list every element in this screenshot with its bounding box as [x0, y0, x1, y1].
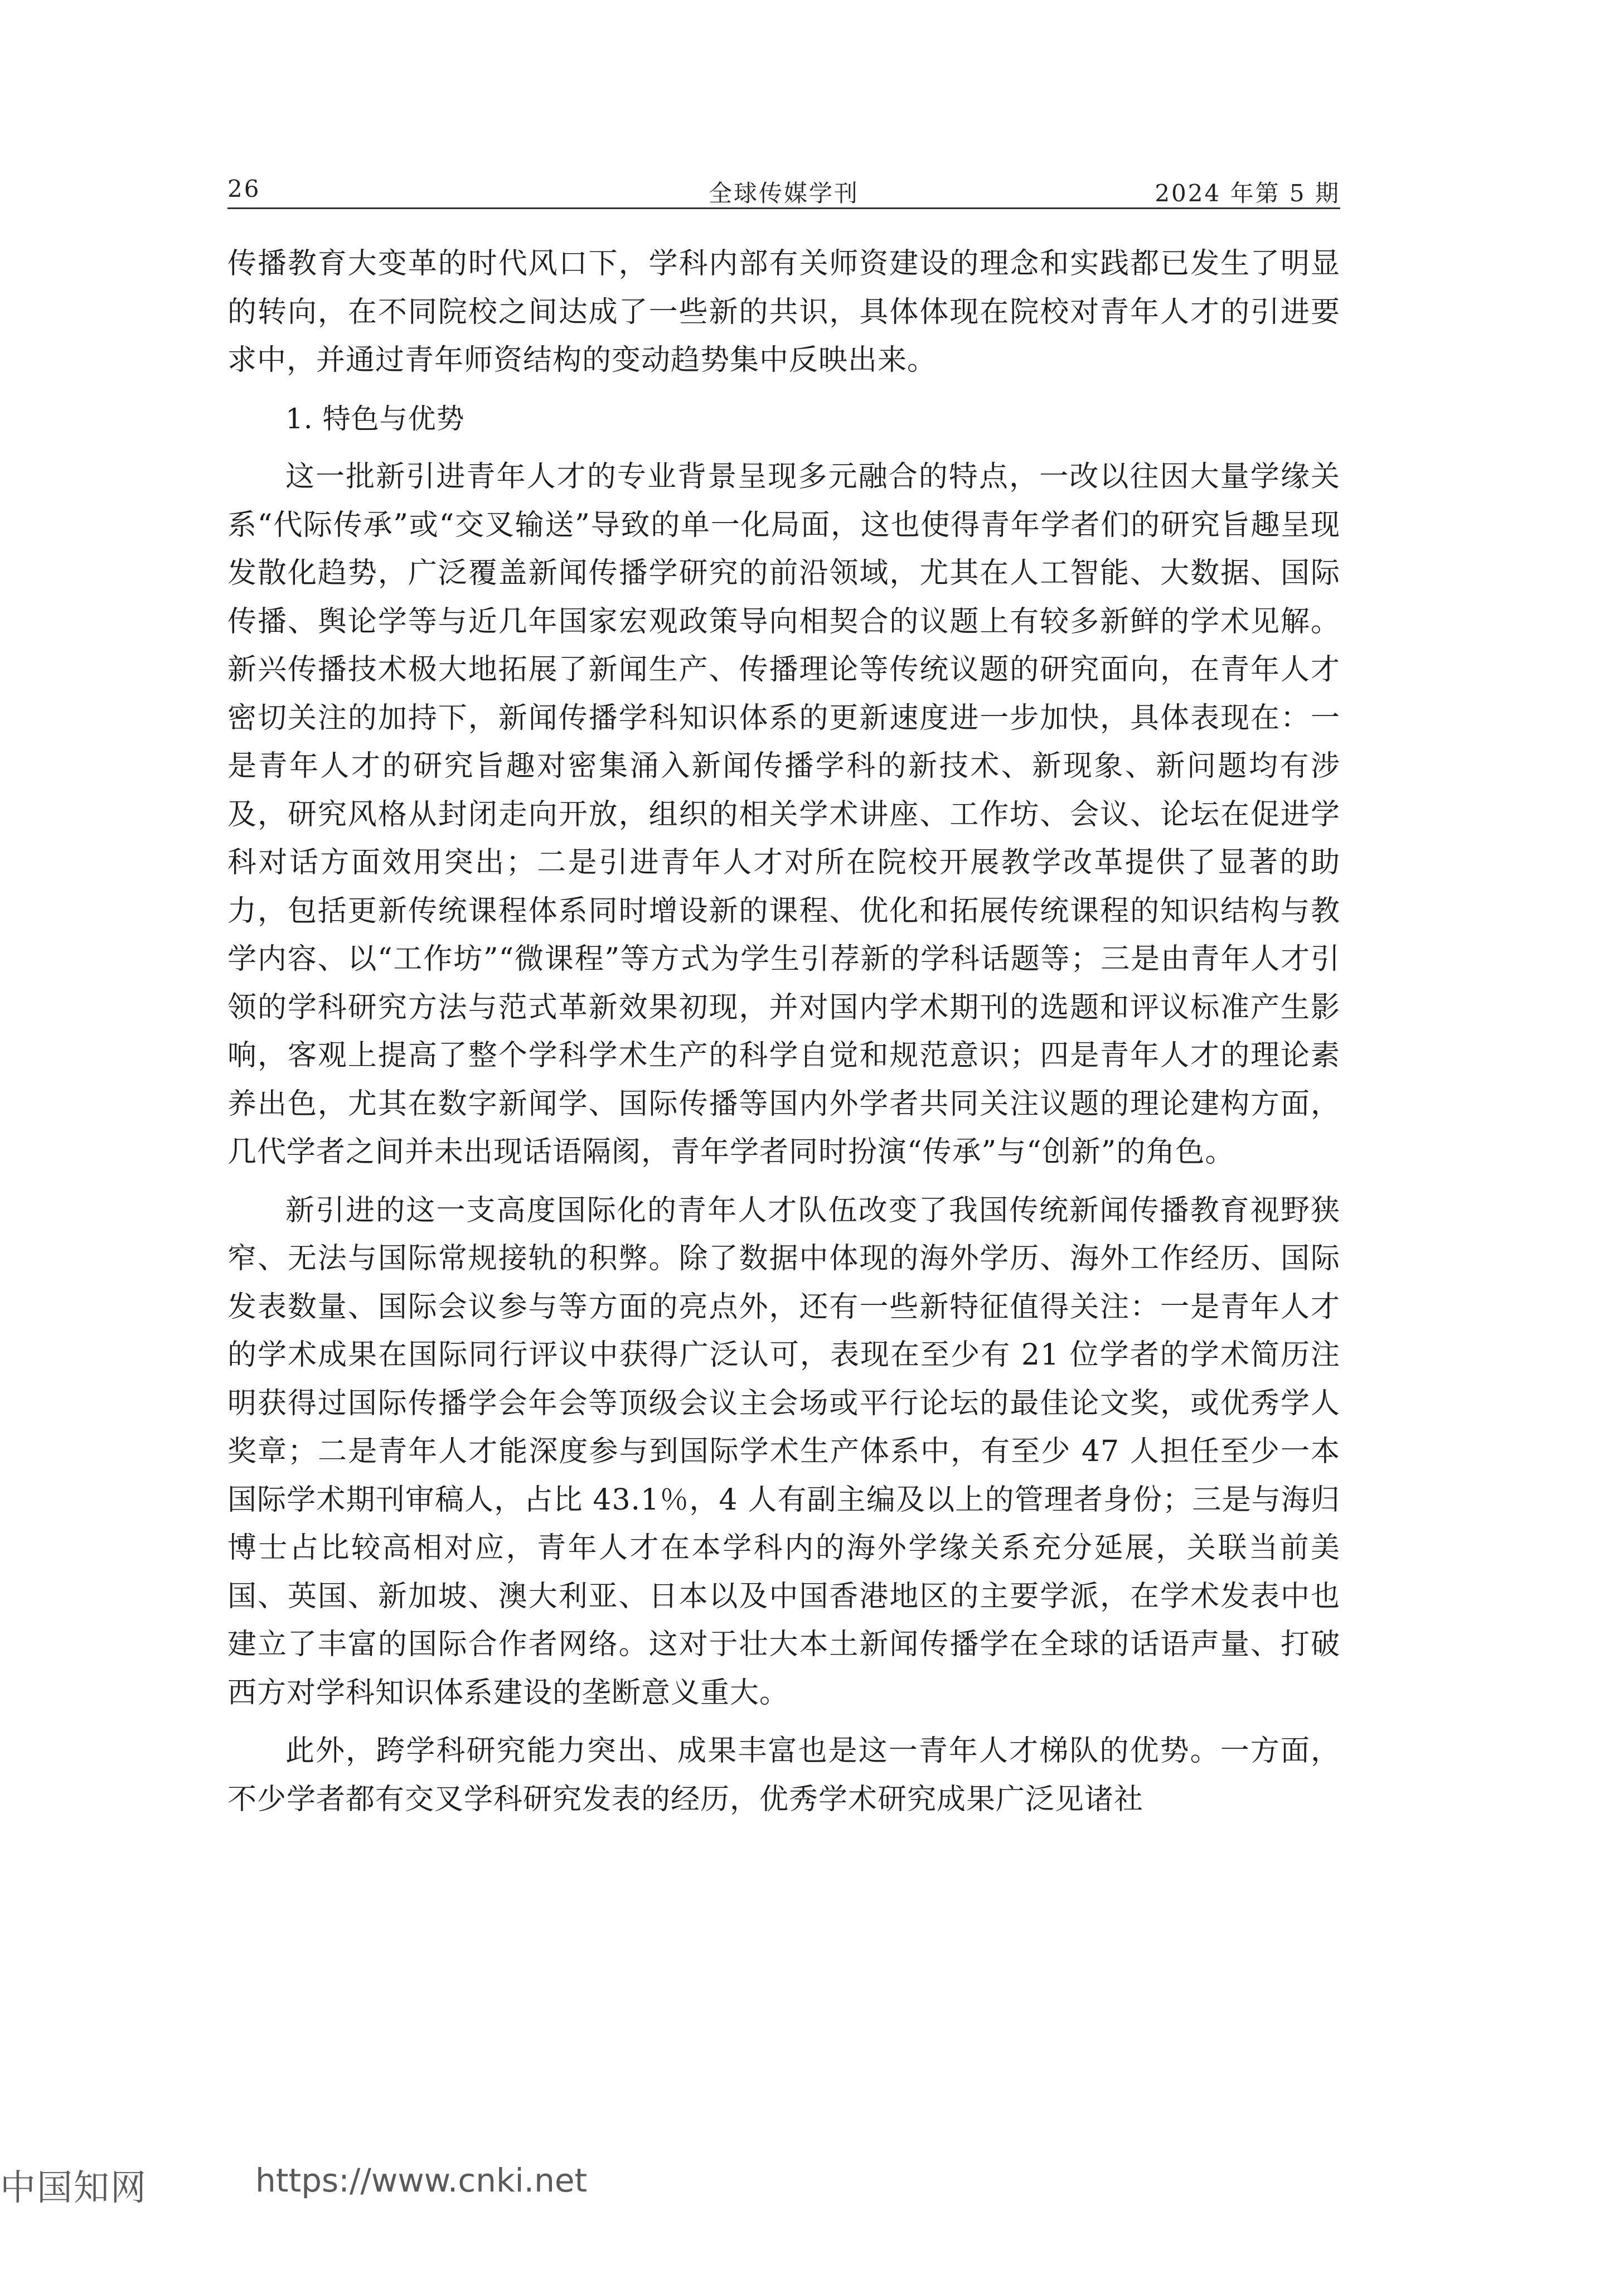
journal-title: 全球传媒学刊	[708, 180, 859, 207]
paragraph: 新引进的这一支高度国际化的青年人才队伍改变了我国传统新闻传播教育视野狭窄、无法与国际常规接轨的积弊。除了数据中体现的海外学历、海外工作经历、国际发表数量、国际会议参与等方面的亮点外，还有一些新特征值得关注：一是青年人才的学术成果在国际同行评议中获得广泛认可，表现在至少有 21 位学者的学术简历注明获得过国际传播学会年会等顶级会议主会场或平行论坛的最佳论文奖，或优秀学人奖章；二是青年人才能深度参与到国际学术生产体系中，有至少 47 人担任至少一本国际学术期刊审稿人，占比 43.1％，4 人有副主编及以上的管理者身份；三是与海归博士占比较高相对应，青年人才在本学科内的海外学缘关系充分延展，关联当前美国、英国、新加坡、澳大利亚、日本以及中国香港地区的主要学派，在学术发表中也建立了丰富的国际合作者网络。这对于壮大本土新闻传播学在全球的话语声量、打破西方对学科知识体系建设的垄断意义重大。	[227, 1193, 1340, 1710]
paragraph: 此外，跨学科研究能力突出、成果丰富也是这一青年人才梯队的优势。一方面，不少学者都有交叉学科研究发表的经历，优秀学术研究成果广泛见诸社	[227, 1734, 1340, 1816]
cnki-logo-text: 中国知网	[0, 2168, 147, 2209]
issue-label: 2024 年第 5 期	[1155, 180, 1340, 207]
section-heading: 1. 特色与优势	[285, 402, 465, 435]
paragraph-continued: 传播教育大变革的时代风口下，学科内部有关师资建设的理念和实践都已发生了明显的转向，在不同院校之间达成了一些新的共识，具体体现在院校对青年人才的引进要求中，并通过青年师资结构的变动趋势集中反映出来。	[227, 247, 1340, 377]
running-header	[227, 174, 1340, 209]
page-number: 26	[227, 175, 261, 202]
paragraph: 这一批新引进青年人才的专业背景呈现多元融合的特点，一改以往因大量学缘关系“代际传承”或“交叉输送”导致的单一化局面，这也使得青年学者们的研究旨趣呈现发散化趋势，广泛覆盖新闻传播学研究的前沿领域，尤其在人工智能、大数据、国际传播、舆论学等与近几年国家宏观政策导向相契合的议题上有较多新鲜的学术见解。新兴传播技术极大地拓展了新闻生产、传播理论等传统议题的研究面向，在青年人才密切关注的加持下，新闻传播学科知识体系的更新速度进一步加快，具体表现在：一是青年人才的研究旨趣对密集涌入新闻传播学科的新技术、新现象、新问题均有涉及，研究风格从封闭走向开放，组织的相关学术讲座、工作坊、会议、论坛在促进学科对话方面效用突出；二是引进青年人才对所在院校开展教学改革提供了显著的助力，包括更新传统课程体系同时增设新的课程、优化和拓展传统课程的知识结构与教学内容、以“工作坊”“微课程”等方式为学生引荐新的学科话题等；三是由青年人才引领的学科研究方法与范式革新效果初现，并对国内学术期刊的选题和评议标准产生影响，客观上提高了整个学科学术生产的科学自觉和规范意识；四是青年人才的理论素养出色，尤其在数字新闻学、国际传播等国内外学者共同关注议题的理论建构方面，几代学者之间并未出现话语隔阂，青年学者同时扮演“传承”与“创新”的角色。	[227, 460, 1340, 1169]
cnki-url[interactable]: https://www.cnki.net	[255, 2161, 588, 2199]
article-body	[227, 240, 1340, 1834]
